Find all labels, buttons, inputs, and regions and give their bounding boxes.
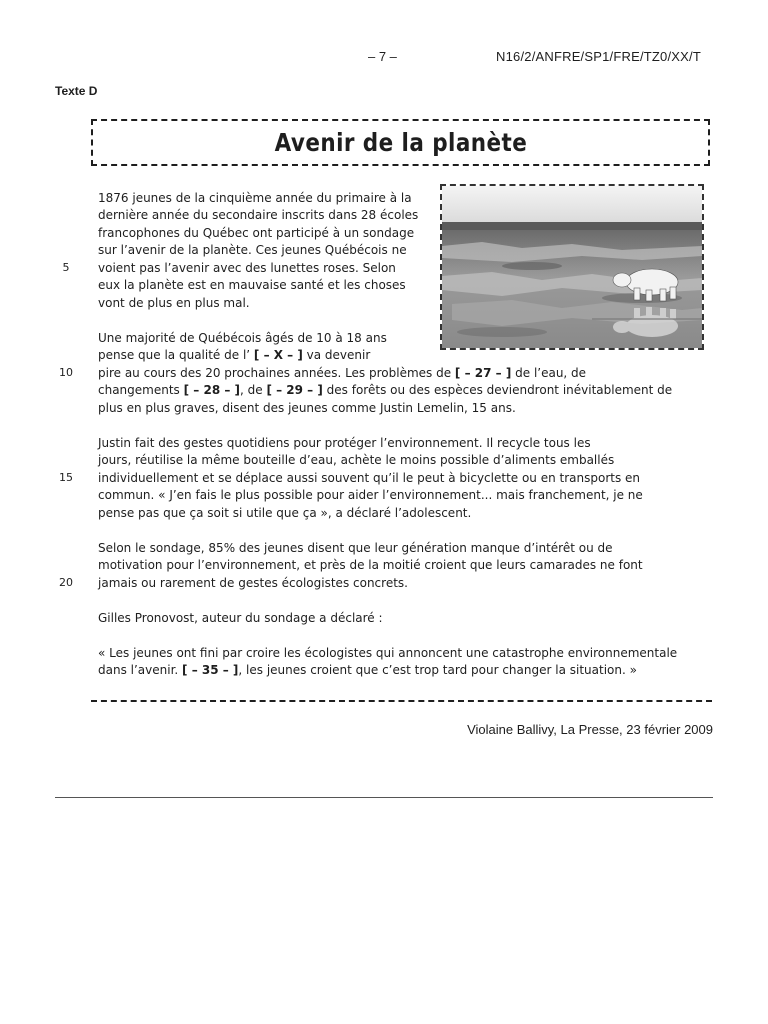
article-title: Avenir de la planète: [274, 128, 527, 157]
body-line: [98, 207, 418, 224]
text-segment: jamais ou rarement de gestes écologistes concrets.: [98, 576, 408, 590]
text-segment: de l’eau, de: [511, 366, 587, 380]
line-number: 15: [59, 471, 73, 484]
polar-bear-image: [442, 186, 702, 348]
text-segment: pense pas que ça soit si utile que ça », a déclaré l’adolescent.: [98, 506, 472, 520]
source-citation: Violaine Ballivy, La Presse, 23 février 2009: [467, 722, 713, 737]
text-segment: pense que la qualité de l’: [98, 348, 254, 362]
body-line: [98, 260, 396, 277]
text-segment: francophones du Québec ont participé à un sondage: [98, 226, 415, 240]
body-line: [98, 365, 586, 382]
gap-marker: [ – X – ]: [253, 348, 303, 362]
body-line: [98, 645, 677, 662]
polar-bear-photo: [440, 184, 704, 350]
text-segment: plus en plus graves, disent des jeunes comme Justin Lemelin, 15 ans.: [98, 401, 516, 415]
bottom-dashed-border: [91, 700, 712, 702]
line-number: 20: [59, 576, 73, 589]
line-number: 5: [62, 261, 70, 274]
text-segment: Selon le sondage, 85% des jeunes disent que leur génération manque d’intérêt ou de: [98, 541, 613, 555]
body-line: [98, 435, 591, 452]
text-segment: 1876 jeunes de la cinquième année du primaire à la: [98, 191, 412, 205]
text-segment: changements: [98, 383, 184, 397]
body-line: [98, 505, 471, 522]
body-line: [98, 225, 414, 242]
section-label: Texte D: [55, 84, 98, 98]
text-segment: commun. « J’en fais le plus possible pour aider l’environnement... mais franchement, je ne: [98, 488, 643, 502]
title-box: [91, 119, 710, 166]
body-line: [98, 382, 672, 399]
footer-rule: [55, 797, 713, 798]
body-line: [98, 575, 408, 592]
text-segment: sur l’avenir de la planète. Ces jeunes Québécois ne: [98, 243, 407, 257]
gap-marker: [ – 28 – ]: [183, 383, 241, 397]
gap-marker: [ – 29 – ]: [266, 383, 323, 397]
text-segment: voient pas l’avenir avec des lunettes roses. Selon: [98, 261, 396, 275]
body-line: [98, 662, 637, 679]
body-line: [98, 487, 643, 504]
text-segment: Gilles Pronovost, auteur du sondage a déclaré :: [98, 611, 383, 625]
text-segment: , de: [240, 383, 267, 397]
body-line: [98, 277, 406, 294]
body-line: [98, 242, 407, 259]
text-segment: jours, réutilise la même bouteille d’eau, achète le moins possible d’aliments emballés: [98, 453, 615, 467]
line-number: 10: [59, 366, 73, 379]
gap-marker: [ – 35 – ]: [182, 663, 239, 677]
text-segment: Une majorité de Québécois âgés de 10 à 18 ans: [98, 331, 387, 345]
text-segment: va devenir: [302, 348, 371, 362]
text-segment: « Les jeunes ont fini par croire les écologistes qui annoncent une catastrophe environnementale: [98, 646, 678, 660]
text-segment: dans l’avenir.: [98, 663, 183, 677]
body-line: [98, 452, 614, 469]
text-segment: des forêts ou des espèces deviendront inévitablement de: [322, 383, 673, 397]
body-line: [98, 540, 613, 557]
text-segment: vont de plus en plus mal.: [98, 296, 250, 310]
text-segment: , les jeunes croient que c’est trop tard pour changer la situation. »: [238, 663, 637, 677]
text-segment: pire au cours des 20 prochaines années. Les problèmes de: [98, 366, 455, 380]
text-segment: individuellement et se déplace aussi souvent qu’il le peut à bicyclette ou en transports en: [98, 471, 641, 485]
text-segment: eux la planète est en mauvaise santé et les choses: [98, 278, 406, 292]
text-segment: Justin fait des gestes quotidiens pour protéger l’environnement. Il recycle tous les: [98, 436, 591, 450]
gap-marker: [ – 27 – ]: [454, 366, 512, 380]
body-line: [98, 347, 370, 364]
page-number: – 7 –: [368, 49, 397, 64]
text-segment: dernière année du secondaire inscrits dans 28 écoles: [98, 208, 419, 222]
body-line: [98, 400, 516, 417]
body-line: [98, 330, 387, 347]
body-line: [98, 470, 640, 487]
text-segment: motivation pour l’environnement, et près de la moitié croient que leurs camarades ne font: [98, 558, 643, 572]
document-code: N16/2/ANFRE/SP1/FRE/TZ0/XX/T: [496, 49, 701, 64]
body-line: [98, 557, 643, 574]
body-line: [98, 610, 383, 627]
body-line: [98, 190, 412, 207]
body-line: [98, 295, 250, 312]
